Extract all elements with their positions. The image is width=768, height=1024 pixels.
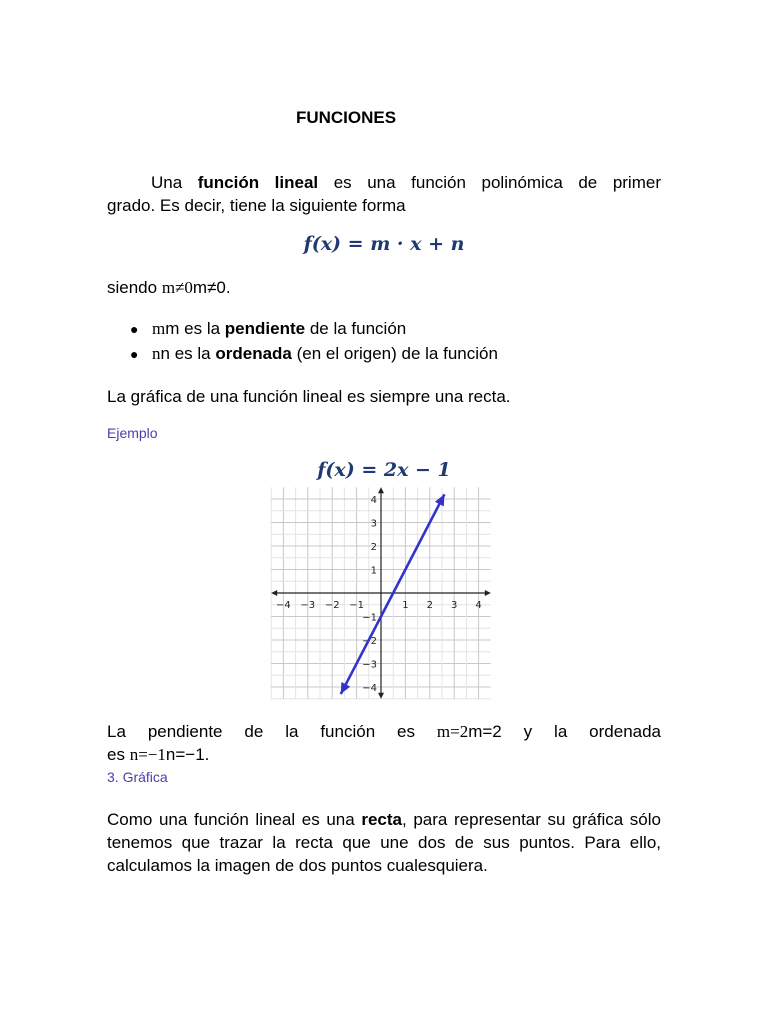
bullet-text: m xyxy=(165,319,180,338)
y-tick-label: 1 xyxy=(370,565,377,577)
bullet-post: de la función xyxy=(309,319,407,338)
bullet-bold: pendiente xyxy=(224,319,306,338)
slope-word: la xyxy=(285,722,299,741)
bullet-bold: ordenada xyxy=(215,344,292,363)
y-tick-label: −2 xyxy=(362,636,377,647)
bullet-pre: es la xyxy=(174,344,211,363)
condition-text: m≠0. xyxy=(192,278,231,297)
bullet-pendiente xyxy=(130,317,406,341)
bullet-ordenada xyxy=(130,342,498,366)
graph-statement: La gráfica de una función lineal es siempre una recta. xyxy=(107,387,511,406)
condition-prefix: siendo xyxy=(107,278,158,297)
ordenada-text: n=−1. xyxy=(165,745,210,764)
slope-word: la xyxy=(554,722,568,741)
y-tick-label: −4 xyxy=(362,683,377,694)
final-paragraph xyxy=(107,808,661,877)
section-link-grafica[interactable]: 3. Gráfica xyxy=(107,769,168,785)
bullet-dot-icon: ● xyxy=(130,346,139,362)
slope-word: es xyxy=(397,722,416,741)
general-formula: f(x) = m · x + n xyxy=(303,233,465,255)
slope-line-1 xyxy=(107,720,661,743)
slope-word: función xyxy=(320,722,376,741)
final-bold: recta xyxy=(361,810,402,829)
x-tick-label: 2 xyxy=(426,600,433,611)
x-tick-label: −3 xyxy=(300,600,316,611)
slope-word: ordenada xyxy=(589,722,662,741)
bullet-dot-icon: ● xyxy=(130,321,139,337)
slope-line-2 xyxy=(107,743,661,766)
x-tick-label: 3 xyxy=(451,600,458,611)
x-tick-label: 4 xyxy=(475,600,482,611)
condition-line xyxy=(107,276,661,299)
y-tick-label: 2 xyxy=(370,542,377,553)
slope-word: de xyxy=(244,722,264,741)
slope-word: pendiente xyxy=(147,722,223,741)
condition-math: m≠0 xyxy=(161,278,193,297)
final-post: , para representar su gráfica sólo tenemos que trazar la recta que une dos de sus puntos. Para ello, calculamos la imagen de dos puntos cualesquiera. xyxy=(107,810,661,875)
function-graph xyxy=(268,485,494,703)
slope-word: La xyxy=(107,722,126,741)
intro-bold: función lineal xyxy=(197,173,319,192)
x-tick-label: −2 xyxy=(324,600,340,611)
y-tick-label: 3 xyxy=(370,518,377,530)
y-tick-label: −1 xyxy=(362,612,377,624)
slope-word: y xyxy=(523,722,533,741)
slope-math: m=2 xyxy=(436,722,469,741)
y-tick-label: 4 xyxy=(370,495,377,506)
slope-word: es xyxy=(107,745,125,764)
final-pre: Como una función lineal es una xyxy=(107,810,355,829)
intro-line-2: grado. Es decir, tiene la siguiente forma xyxy=(107,196,406,215)
bullet-post: (en el origen) de la función xyxy=(296,344,498,363)
intro-prefix: Una xyxy=(151,173,183,192)
x-tick-label: −4 xyxy=(276,600,291,611)
x-tick-label: −1 xyxy=(349,600,364,611)
intro-rest: es una función polinómica de primer xyxy=(333,173,661,192)
bullet-math: m xyxy=(152,319,166,338)
intro-line-1 xyxy=(107,171,661,194)
bullet-pre: es la xyxy=(184,319,221,338)
page-title: FUNCIONES xyxy=(295,108,397,127)
slope-text: m=2 xyxy=(468,722,502,741)
bullet-text: n xyxy=(160,344,170,363)
example-formula: f(x) = 2x − 1 xyxy=(317,459,451,481)
ordenada-math: n=−1 xyxy=(129,745,166,764)
bullet-math: n xyxy=(152,344,161,363)
x-tick-label: 1 xyxy=(402,600,409,611)
y-tick-label: −3 xyxy=(362,659,377,671)
example-link[interactable]: Ejemplo xyxy=(107,425,158,441)
